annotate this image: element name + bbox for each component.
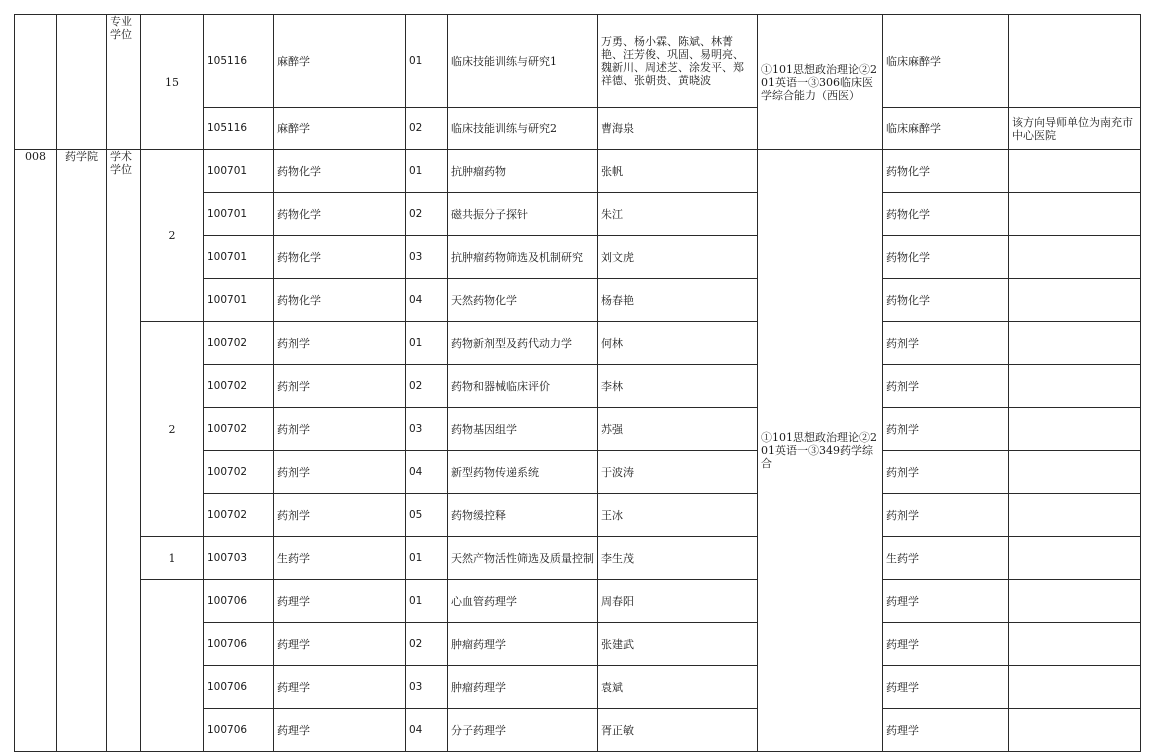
tutor-names: 周春阳 xyxy=(598,580,758,623)
note xyxy=(1009,193,1141,236)
enroll-count-cell xyxy=(141,150,204,322)
major-name: 药剂学 xyxy=(274,408,406,451)
major-code: 100701 xyxy=(204,193,274,236)
direction-name: 肿瘤药理学 xyxy=(448,623,598,666)
degree-type: 专业学位 xyxy=(110,15,132,41)
tutor-names: 刘文虎 xyxy=(598,236,758,279)
tutor-names: 张帆 xyxy=(598,150,758,193)
college-code: 008 xyxy=(15,150,57,752)
note xyxy=(1009,236,1141,279)
tutor-names: 袁斌 xyxy=(598,666,758,709)
direction-number: 01 xyxy=(406,580,448,623)
note xyxy=(1009,580,1141,623)
major-code: 100706 xyxy=(204,666,274,709)
major-name: 药理学 xyxy=(274,623,406,666)
retest-subject: 药剂学 xyxy=(883,322,1009,365)
major-name: 麻醉学 xyxy=(274,108,406,150)
major-code: 100701 xyxy=(204,279,274,322)
table-row xyxy=(15,15,1141,108)
degree-type: 学术学位 xyxy=(110,150,132,176)
direction-number: 01 xyxy=(406,150,448,193)
retest-subject: 药剂学 xyxy=(883,494,1009,537)
retest-subject: 药理学 xyxy=(883,580,1009,623)
retest-subject: 药理学 xyxy=(883,623,1009,666)
direction-name: 分子药理学 xyxy=(448,709,598,752)
tutor-names: 曹海泉 xyxy=(598,108,758,150)
tutor-names: 胥正敏 xyxy=(598,709,758,752)
exam-subjects: ①101思想政治理论②201英语一③349药学综合 xyxy=(761,431,877,470)
direction-name: 药物新剂型及药代动力学 xyxy=(448,322,598,365)
retest-subject: 药物化学 xyxy=(883,193,1009,236)
major-code: 100702 xyxy=(204,494,274,537)
note xyxy=(1009,365,1141,408)
tutor-names: 王冰 xyxy=(598,494,758,537)
direction-name: 磁共振分子探针 xyxy=(448,193,598,236)
enroll-count: 15 xyxy=(165,75,179,89)
direction-number: 04 xyxy=(406,709,448,752)
retest-subject: 药剂学 xyxy=(883,451,1009,494)
direction-name-cell xyxy=(448,537,598,580)
enrollment-catalog-table xyxy=(14,14,1141,752)
tutor-cell xyxy=(598,15,758,108)
major-name: 药理学 xyxy=(274,666,406,709)
college-code-cell-empty xyxy=(15,15,57,150)
tutor-names: 张建武 xyxy=(598,623,758,666)
tutor-names: 杨春艳 xyxy=(598,279,758,322)
tutor-names: 李林 xyxy=(598,365,758,408)
major-name: 药剂学 xyxy=(274,322,406,365)
direction-number: 03 xyxy=(406,408,448,451)
enroll-count-cell xyxy=(141,15,204,150)
college-name: 药学院 xyxy=(57,150,107,752)
direction-name: 抗肿瘤药物筛选及机制研究 xyxy=(448,236,598,279)
note xyxy=(1009,709,1141,752)
major-code: 100703 xyxy=(204,537,274,580)
direction-name: 抗肿瘤药物 xyxy=(448,150,598,193)
major-code: 100706 xyxy=(204,709,274,752)
major-name: 药剂学 xyxy=(274,365,406,408)
direction-number: 04 xyxy=(406,451,448,494)
major-code: 100706 xyxy=(204,580,274,623)
direction-number: 01 xyxy=(406,537,448,580)
direction-name: 临床技能训练与研究2 xyxy=(448,108,598,150)
direction-number: 04 xyxy=(406,279,448,322)
exam-subjects: ①101思想政治理论②201英语一③306临床医学综合能力（西医） xyxy=(761,62,877,102)
major-name: 药剂学 xyxy=(274,451,406,494)
note-cell xyxy=(1009,108,1141,150)
retest-subject: 药物化学 xyxy=(883,236,1009,279)
degree-type-cell xyxy=(107,150,141,752)
exam-subjects-cell xyxy=(758,150,883,752)
direction-name: 心血管药理学 xyxy=(448,580,598,623)
retest-subject: 临床麻醉学 xyxy=(883,15,1009,108)
table-row xyxy=(15,150,1141,193)
note: 该方向导师单位为南充市中心医院 xyxy=(1012,115,1133,142)
direction-name: 药物基因组学 xyxy=(448,408,598,451)
enroll-count: 2 xyxy=(168,229,176,242)
direction-number: 01 xyxy=(406,322,448,365)
note xyxy=(1009,537,1141,580)
tutor-names: 李生茂 xyxy=(598,537,758,580)
direction-name: 新型药物传递系统 xyxy=(448,451,598,494)
tutor-names: 万勇、杨小霖、陈斌、林菁艳、汪芳俊、巩固、易明亮、魏新川、周述芝、涂发平、郑祥德、张朝贵、黄晓波 xyxy=(601,35,744,87)
major-name: 药剂学 xyxy=(274,494,406,537)
note xyxy=(1009,666,1141,709)
direction-number: 05 xyxy=(406,494,448,537)
table-row xyxy=(15,537,1141,580)
direction-number: 02 xyxy=(406,193,448,236)
major-code: 100701 xyxy=(204,236,274,279)
major-code: 105116 xyxy=(204,15,274,108)
direction-name: 天然药物化学 xyxy=(448,279,598,322)
retest-subject: 药物化学 xyxy=(883,150,1009,193)
major-code: 100702 xyxy=(204,408,274,451)
major-code: 100706 xyxy=(204,623,274,666)
direction-number: 03 xyxy=(406,666,448,709)
enroll-count-cell xyxy=(141,322,204,537)
note xyxy=(1009,322,1141,365)
tutor-names: 何林 xyxy=(598,322,758,365)
note xyxy=(1009,623,1141,666)
major-name: 药物化学 xyxy=(274,193,406,236)
note xyxy=(1009,15,1141,108)
major-name: 麻醉学 xyxy=(274,15,406,108)
note xyxy=(1009,408,1141,451)
direction-name: 药物和器械临床评价 xyxy=(448,365,598,408)
direction-name: 肿瘤药理学 xyxy=(448,666,598,709)
enroll-count: 1 xyxy=(168,551,176,565)
note xyxy=(1009,494,1141,537)
retest-subject: 药剂学 xyxy=(883,408,1009,451)
major-name: 药物化学 xyxy=(274,150,406,193)
major-name: 药理学 xyxy=(274,580,406,623)
direction-number: 01 xyxy=(406,15,448,108)
retest-subject: 药理学 xyxy=(883,709,1009,752)
note xyxy=(1009,150,1141,193)
retest-subject: 药剂学 xyxy=(883,365,1009,408)
exam-subjects-cell xyxy=(758,15,883,150)
enroll-count-cell-empty xyxy=(141,580,204,752)
major-name: 生药学 xyxy=(274,537,406,580)
major-code: 100702 xyxy=(204,322,274,365)
direction-number: 02 xyxy=(406,623,448,666)
degree-type-cell xyxy=(107,15,141,150)
note xyxy=(1009,451,1141,494)
direction-number: 02 xyxy=(406,108,448,150)
tutor-names: 苏强 xyxy=(598,408,758,451)
direction-name: 天然产物活性筛选及质量控制 xyxy=(451,551,594,565)
major-name: 药物化学 xyxy=(274,236,406,279)
direction-name: 临床技能训练与研究1 xyxy=(448,15,598,108)
major-name: 药物化学 xyxy=(274,279,406,322)
major-code: 105116 xyxy=(204,108,274,150)
direction-number: 02 xyxy=(406,365,448,408)
retest-subject: 药物化学 xyxy=(883,279,1009,322)
enroll-count-cell xyxy=(141,537,204,580)
major-code: 100701 xyxy=(204,150,274,193)
direction-number: 03 xyxy=(406,236,448,279)
retest-subject: 生药学 xyxy=(883,537,1009,580)
tutor-names: 朱江 xyxy=(598,193,758,236)
retest-subject: 临床麻醉学 xyxy=(883,108,1009,150)
college-name-cell-empty xyxy=(57,15,107,150)
note xyxy=(1009,279,1141,322)
major-code: 100702 xyxy=(204,365,274,408)
direction-name: 药物缓控释 xyxy=(448,494,598,537)
major-name: 药理学 xyxy=(274,709,406,752)
major-code: 100702 xyxy=(204,451,274,494)
retest-subject: 药理学 xyxy=(883,666,1009,709)
table-row xyxy=(15,322,1141,365)
enroll-count: 2 xyxy=(168,422,176,436)
tutor-names: 于波涛 xyxy=(598,451,758,494)
table-row xyxy=(15,580,1141,623)
